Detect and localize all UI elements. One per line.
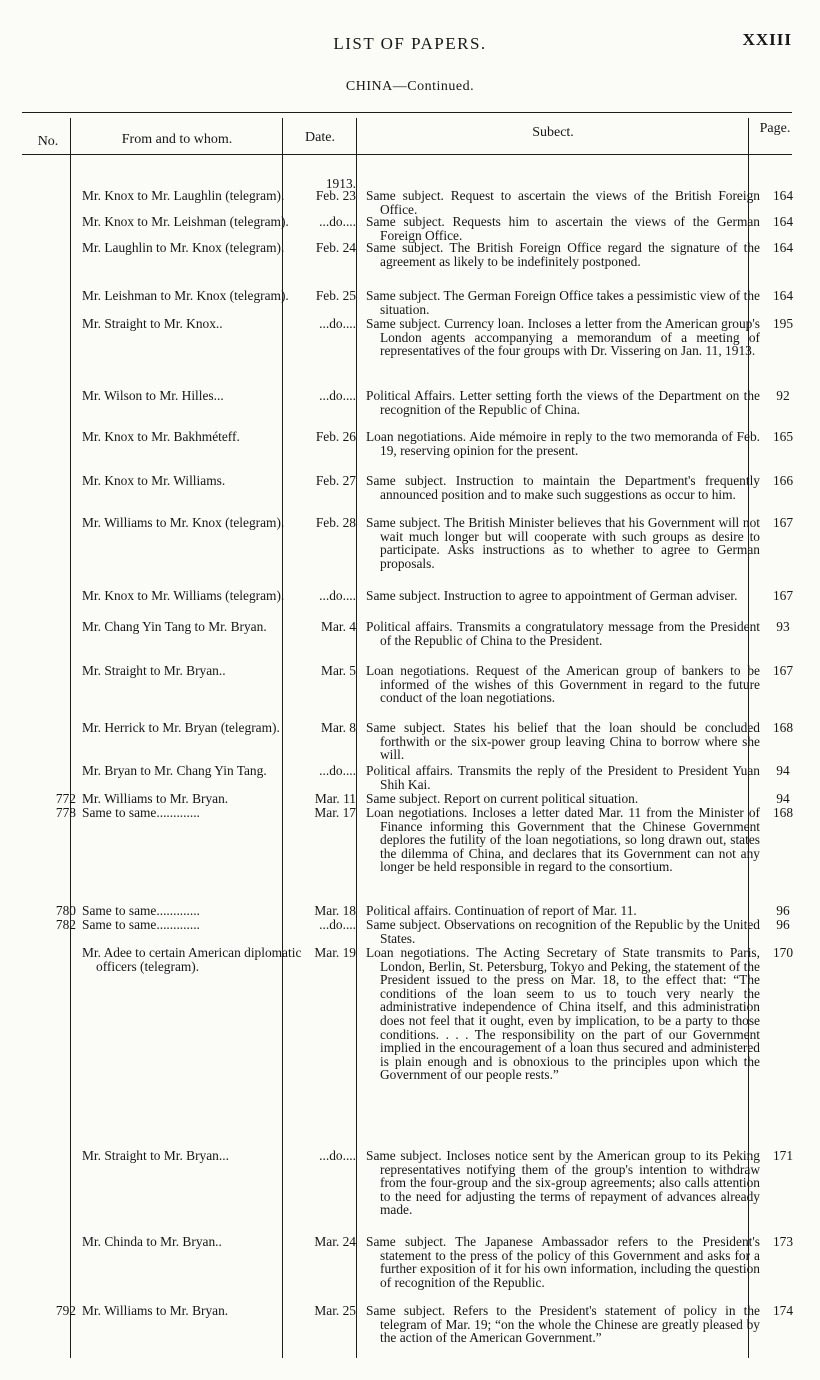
row-date: Mar. 5: [321, 663, 356, 678]
column-header-date: Date.: [305, 130, 335, 145]
row-from: Same to same.............: [82, 903, 200, 918]
row-date: Feb. 26: [315, 429, 356, 444]
row-date: Mar. 18: [314, 903, 356, 918]
row-page: 93: [776, 619, 790, 634]
row-page: 164: [772, 214, 794, 229]
row-from: Mr. Bryan to Mr. Chang Yin Tang.: [82, 763, 267, 778]
column-header-from: From and to whom.: [121, 132, 233, 147]
row-page: 94: [776, 763, 790, 778]
row-date: Mar. 19: [314, 945, 356, 960]
row-subject: Same subject. The British Minister believes that his Government will not wait much longer but will cooperate with such groups as desire to participate. Asks instructions as to whether to agree to German proposals.: [366, 515, 760, 571]
row-page: 168: [772, 720, 794, 735]
row-from: Mr. Williams to Mr. Bryan.: [82, 791, 229, 806]
row-page: 166: [772, 473, 794, 488]
row-date: Feb. 25: [315, 288, 356, 303]
page-title: LIST OF PAPERS.: [333, 34, 487, 53]
row-page: 167: [772, 515, 794, 530]
row-date: Mar. 25: [314, 1303, 356, 1318]
row-subject: Same subject. Report on current political situation.: [366, 791, 639, 806]
section-title: CHINA—Continued.: [345, 79, 475, 94]
row-subject: Same subject. Refers to the President's statement of policy in the telegram of Mar. 19; “on the whole the Chinese are greatly pleased by the action of the American Government.”: [366, 1303, 760, 1346]
row-date: ...do....: [319, 316, 356, 331]
row-subject: Same subject. The British Foreign Office regard the signature of the agreement as likely to be indefinitely postponed.: [366, 240, 760, 269]
row-from: Mr. Straight to Mr. Knox..: [82, 316, 223, 331]
row-number: 782: [55, 917, 76, 932]
row-date: Feb. 23: [315, 188, 356, 203]
row-page: 96: [776, 903, 790, 918]
row-page: 167: [772, 663, 794, 678]
row-from: Mr. Knox to Mr. Laughlin (telegram).: [82, 188, 285, 203]
row-page: 195: [772, 316, 794, 331]
row-subject: Political affairs. Continuation of report of Mar. 11.: [366, 903, 637, 918]
row-date: ...do....: [319, 214, 356, 229]
row-date: ...do....: [319, 763, 356, 778]
row-subject: Political affairs. Transmits the reply of the President to President Yuan Shih Kai.: [366, 763, 760, 792]
row-subject: Same subject. The German Foreign Office takes a pessimistic view of the situation.: [366, 288, 760, 317]
row-date: Mar. 4: [321, 619, 356, 634]
row-subject: Political affairs. Transmits a congratulatory message from the President of the Republic of China to the President.: [366, 619, 760, 648]
row-page: 165: [772, 429, 794, 444]
row-subject: Same subject. Instruction to maintain the Department's frequently announced position and to make such suggestions as occur to him.: [366, 473, 760, 502]
row-from: Mr. Knox to Mr. Leishman (telegram).: [82, 214, 289, 229]
row-page: 164: [772, 288, 794, 303]
row-page: 168: [772, 805, 794, 820]
row-date: Feb. 28: [315, 515, 356, 530]
row-from: Mr. Knox to Mr. Williams.: [82, 473, 226, 488]
row-page: 164: [772, 240, 794, 255]
row-number: 780: [55, 903, 76, 918]
column-header-subject: Subect.: [532, 125, 574, 140]
row-subject: Same subject. Incloses notice sent by the American group to its Peking representatives notifying them of the group's intention to withdraw from the four-group and the six-group agreements; also calls attention to the need for adjusting the terms of repayment of advances already made.: [366, 1148, 760, 1218]
row-page: 167: [772, 588, 794, 603]
row-date: Mar. 11: [314, 791, 356, 806]
row-number: 778: [55, 805, 76, 820]
row-from: Mr. Williams to Mr. Bryan.: [82, 1303, 229, 1318]
row-date: ...do....: [319, 588, 356, 603]
column-header-no: No.: [37, 134, 59, 149]
row-from: Mr. Straight to Mr. Bryan..: [82, 663, 226, 678]
row-from: Mr. Wilson to Mr. Hilles...: [82, 388, 224, 403]
row-page: 164: [772, 188, 794, 203]
row-subject: Same subject. States his belief that the loan should be concluded forthwith or the six-power group leaving China to borrow where she will.: [366, 720, 760, 763]
row-date: ...do....: [319, 917, 356, 932]
row-page: 170: [772, 945, 794, 960]
year-label: 1913.: [325, 176, 356, 191]
row-from: Mr. Chinda to Mr. Bryan..: [82, 1234, 222, 1249]
row-page: 94: [776, 791, 790, 806]
row-subject: Same subject. The Japanese Ambassador refers to the President's statement to the press of the policy of this Government and asks for a further exposition of it for his own information, including the question of recognition of the Republic.: [366, 1234, 760, 1290]
row-from: Mr. Straight to Mr. Bryan...: [82, 1148, 229, 1163]
row-subject: Loan negotiations. Aide mémoire in reply to the two memoranda of Feb. 19, reserving opinion for the present.: [366, 429, 760, 458]
row-date: Mar. 24: [314, 1234, 356, 1249]
row-from: Mr. Laughlin to Mr. Knox (telegram).: [82, 240, 285, 255]
column-header-page: Page.: [759, 121, 791, 136]
row-from: Same to same.............: [82, 805, 200, 820]
row-date: Mar. 8: [321, 720, 356, 735]
row-subject: Political Affairs. Letter setting forth the views of the Department on the recognition of the Republic of China.: [366, 388, 760, 417]
row-page: 173: [772, 1234, 794, 1249]
row-date: ...do....: [319, 388, 356, 403]
row-number: 772: [55, 791, 76, 806]
row-from: Same to same.............: [82, 917, 200, 932]
row-subject: Loan negotiations. The Acting Secretary of State transmits to Paris, London, Berlin, St. Petersburg, Tokyo and Peking, the statement of the President issued to the press on Mar. 18, to the effect that: “The conditions of the loan seem to us to touch very nearly the administrative independence of China itself, and this administration does not feel that it ought, even by implication, to be a party to those conditions. . . . The responsibility on the part of our Government implied in the encouragement of a loan thus secured and administered is plain enough and is obnoxious to the principles upon which the Government of our people rests.”: [366, 945, 760, 1083]
row-page: 174: [772, 1303, 794, 1318]
row-subject: Loan negotiations. Request of the American group of bankers to be informed of the wishes of this Government in regard to the future conduct of the loan negotiations.: [366, 663, 760, 706]
row-from: Mr. Knox to Mr. Williams (telegram).: [82, 588, 285, 603]
row-subject: Same subject. Request to ascertain the views of the British Foreign Office.: [366, 188, 760, 217]
row-date: Mar. 17: [314, 805, 356, 820]
row-subject: Loan negotiations. Incloses a letter dated Mar. 11 from the Minister of Finance informing this Government that the Chinese Government deplores the futility of the loan negotiations, so long drawn out, states the dilemma of China, and declares that its Government can not any longer be held responsible in regard to the consortium.: [366, 805, 760, 875]
row-date: Feb. 24: [315, 240, 356, 255]
row-subject: Same subject. Currency loan. Incloses a letter from the American group's London agents accompanying a memorandum of a meeting of representatives of the four groups with Dr. Vissering on Jan. 11, 1913.: [366, 316, 760, 359]
row-from: Mr. Chang Yin Tang to Mr. Bryan.: [82, 619, 267, 634]
row-page: 171: [772, 1148, 794, 1163]
row-from: Mr. Williams to Mr. Knox (telegram).: [82, 515, 285, 530]
row-subject: Same subject. Requests him to ascertain the views of the German Foreign Office.: [366, 214, 760, 243]
row-page: 92: [776, 388, 790, 403]
row-from: Mr. Adee to certain American diplomatic officers (telegram).: [82, 945, 302, 974]
row-subject: Same subject. Observations on recognition of the Republic by the United States.: [366, 917, 760, 946]
row-from: Mr. Leishman to Mr. Knox (telegram).: [82, 288, 289, 303]
row-number: 792: [55, 1303, 76, 1318]
row-from: Mr. Knox to Mr. Bakhméteff.: [82, 429, 240, 444]
row-from: Mr. Herrick to Mr. Bryan (telegram).: [82, 720, 280, 735]
row-date: Feb. 27: [315, 473, 356, 488]
row-subject: Same subject. Instruction to agree to appointment of German adviser.: [366, 588, 738, 603]
page-number: XXIII: [742, 30, 792, 49]
row-page: 96: [776, 917, 790, 932]
row-date: ...do....: [319, 1148, 356, 1163]
